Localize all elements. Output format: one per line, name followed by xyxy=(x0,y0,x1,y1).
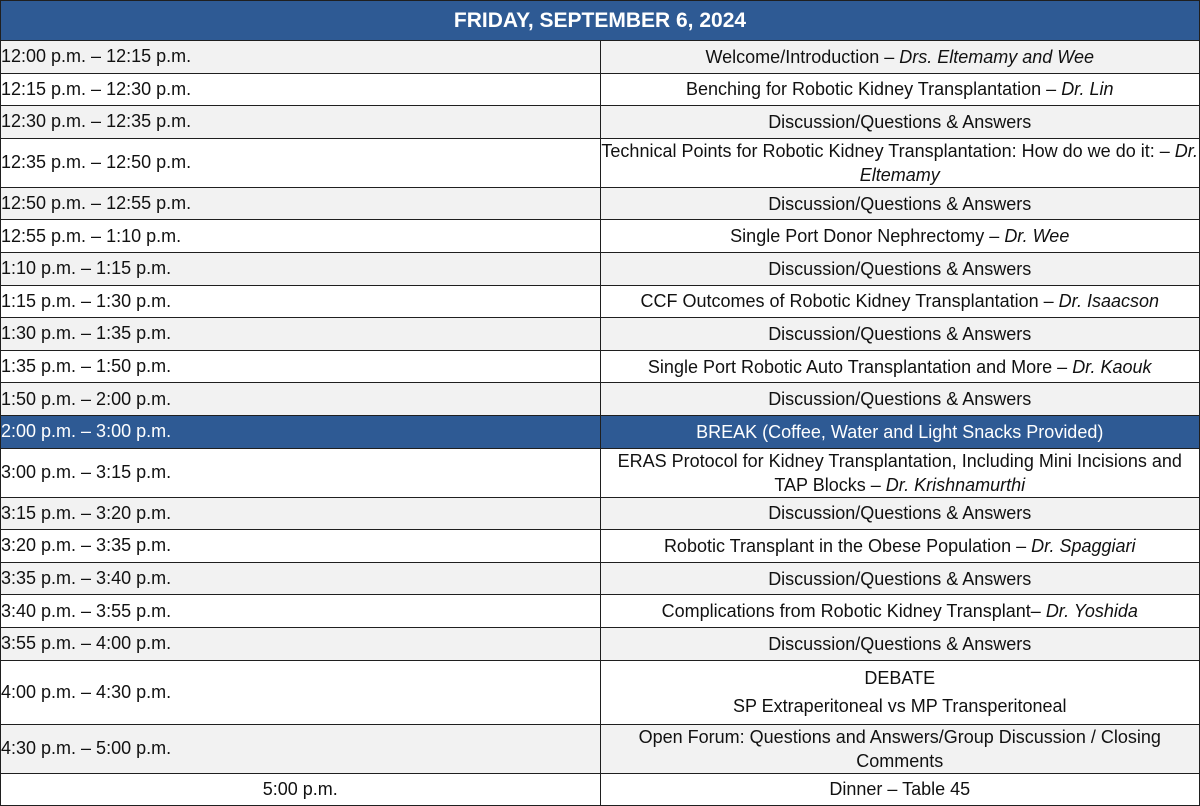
event-title: ERAS Protocol for Kidney Transplantation, Including Mini Incisions and TAP Blocks – xyxy=(617,450,1182,495)
time-cell: 3:00 p.m. – 3:15 p.m. xyxy=(1,448,601,497)
event-title: Robotic Transplant in the Obese Population – xyxy=(663,535,1032,556)
time-cell: 4:00 p.m. – 4:30 p.m. xyxy=(1,660,601,724)
schedule-row xyxy=(1,285,1200,318)
debate-row xyxy=(1,660,1200,724)
time-cell: 12:15 p.m. – 12:30 p.m. xyxy=(1,73,601,106)
event-title: Benching for Robotic Kidney Transplantation – xyxy=(685,79,1062,100)
schedule-row xyxy=(1,448,1200,497)
event-cell xyxy=(600,383,1200,416)
speaker-name: Dr. Yoshida xyxy=(1045,601,1138,622)
event-cell xyxy=(600,318,1200,351)
time-cell: 12:30 p.m. – 12:35 p.m. xyxy=(1,106,601,139)
event-cell xyxy=(600,73,1200,106)
speaker-name: Dr. Kaouk xyxy=(1072,356,1152,377)
event-title: Single Port Robotic Auto Transplantation and More – xyxy=(647,356,1073,377)
event-cell xyxy=(600,41,1200,74)
time-cell: 1:35 p.m. – 1:50 p.m. xyxy=(1,350,601,383)
event-cell xyxy=(600,187,1200,220)
event-cell xyxy=(600,415,1200,448)
event-title: Discussion/Questions & Answers xyxy=(768,633,1032,654)
schedule-row xyxy=(1,220,1200,253)
event-cell xyxy=(600,724,1200,773)
time-cell: 3:35 p.m. – 3:40 p.m. xyxy=(1,562,601,595)
event-title: Welcome/Introduction – xyxy=(705,46,900,67)
event-cell xyxy=(600,595,1200,628)
event-cell xyxy=(600,497,1200,530)
event-title: Single Port Donor Nephrectomy – xyxy=(730,226,1005,247)
time-cell: 1:15 p.m. – 1:30 p.m. xyxy=(1,285,601,318)
time-cell: 12:35 p.m. – 12:50 p.m. xyxy=(1,138,601,187)
schedule-row xyxy=(1,595,1200,628)
schedule-row xyxy=(1,497,1200,530)
event-cell xyxy=(600,106,1200,139)
event-cell xyxy=(600,285,1200,318)
event-title: CCF Outcomes of Robotic Kidney Transplantation – xyxy=(640,291,1059,312)
schedule-row xyxy=(1,773,1200,806)
schedule-row xyxy=(1,41,1200,74)
schedule-row xyxy=(1,350,1200,383)
event-title: Discussion/Questions & Answers xyxy=(768,193,1032,214)
schedule-row xyxy=(1,73,1200,106)
event-title: Dinner – Table 45 xyxy=(829,779,971,800)
event-cell xyxy=(600,350,1200,383)
event-cell xyxy=(600,627,1200,660)
speaker-name: Drs. Eltemamy and Wee xyxy=(899,46,1094,67)
time-cell: 5:00 p.m. xyxy=(1,773,601,806)
break-row xyxy=(1,415,1200,448)
speaker-name: Dr. Krishnamurthi xyxy=(885,474,1026,495)
event-cell xyxy=(600,138,1200,187)
schedule-row xyxy=(1,562,1200,595)
speaker-name: Dr. Wee xyxy=(1004,226,1070,247)
event-cell xyxy=(600,660,1200,724)
event-title: Open Forum: Questions and Answers/Group Discussion / Closing Comments xyxy=(638,726,1161,771)
speaker-name: Dr. Eltemamy xyxy=(859,140,1199,185)
speaker-name: Dr. Isaacson xyxy=(1058,291,1160,312)
event-title: Technical Points for Robotic Kidney Transplantation: How do we do it: – xyxy=(601,140,1175,161)
schedule-row xyxy=(1,138,1200,187)
speaker-name: Dr. Lin xyxy=(1061,79,1114,100)
debate-topic: SP Extraperitoneal vs MP Transperitoneal xyxy=(732,696,1067,716)
time-cell: 3:15 p.m. – 3:20 p.m. xyxy=(1,497,601,530)
debate-heading: DEBATE xyxy=(864,668,936,688)
event-title: Discussion/Questions & Answers xyxy=(768,568,1032,589)
event-title: Discussion/Questions & Answers xyxy=(768,503,1032,524)
event-cell xyxy=(600,530,1200,563)
event-title: Complications from Robotic Kidney Transplant– xyxy=(661,601,1046,622)
event-title: Discussion/Questions & Answers xyxy=(768,389,1032,410)
event-cell xyxy=(600,252,1200,285)
speaker-name: Dr. Spaggiari xyxy=(1031,535,1136,556)
time-cell: 1:10 p.m. – 1:15 p.m. xyxy=(1,252,601,285)
event-cell xyxy=(600,562,1200,595)
event-cell xyxy=(600,220,1200,253)
time-cell: 2:00 p.m. – 3:00 p.m. xyxy=(1,415,601,448)
schedule-row xyxy=(1,627,1200,660)
schedule-row xyxy=(1,252,1200,285)
event-title: Discussion/Questions & Answers xyxy=(768,323,1032,344)
schedule-row xyxy=(1,383,1200,416)
schedule-row xyxy=(1,187,1200,220)
event-cell xyxy=(600,773,1200,806)
schedule-title: FRIDAY, SEPTEMBER 6, 2024 xyxy=(1,1,1200,41)
time-cell: 3:20 p.m. – 3:35 p.m. xyxy=(1,530,601,563)
time-cell: 3:55 p.m. – 4:00 p.m. xyxy=(1,627,601,660)
time-cell: 4:30 p.m. – 5:00 p.m. xyxy=(1,724,601,773)
event-cell xyxy=(600,448,1200,497)
time-cell: 12:55 p.m. – 1:10 p.m. xyxy=(1,220,601,253)
schedule-row xyxy=(1,530,1200,563)
schedule-row xyxy=(1,106,1200,139)
event-title: BREAK (Coffee, Water and Light Snacks Provided) xyxy=(696,421,1104,442)
time-cell: 1:30 p.m. – 1:35 p.m. xyxy=(1,318,601,351)
time-cell: 12:00 p.m. – 12:15 p.m. xyxy=(1,41,601,74)
time-cell: 12:50 p.m. – 12:55 p.m. xyxy=(1,187,601,220)
schedule-row xyxy=(1,724,1200,773)
time-cell: 3:40 p.m. – 3:55 p.m. xyxy=(1,595,601,628)
schedule-row xyxy=(1,318,1200,351)
time-cell: 1:50 p.m. – 2:00 p.m. xyxy=(1,383,601,416)
event-title: Discussion/Questions & Answers xyxy=(768,111,1032,132)
event-title: Discussion/Questions & Answers xyxy=(768,258,1032,279)
